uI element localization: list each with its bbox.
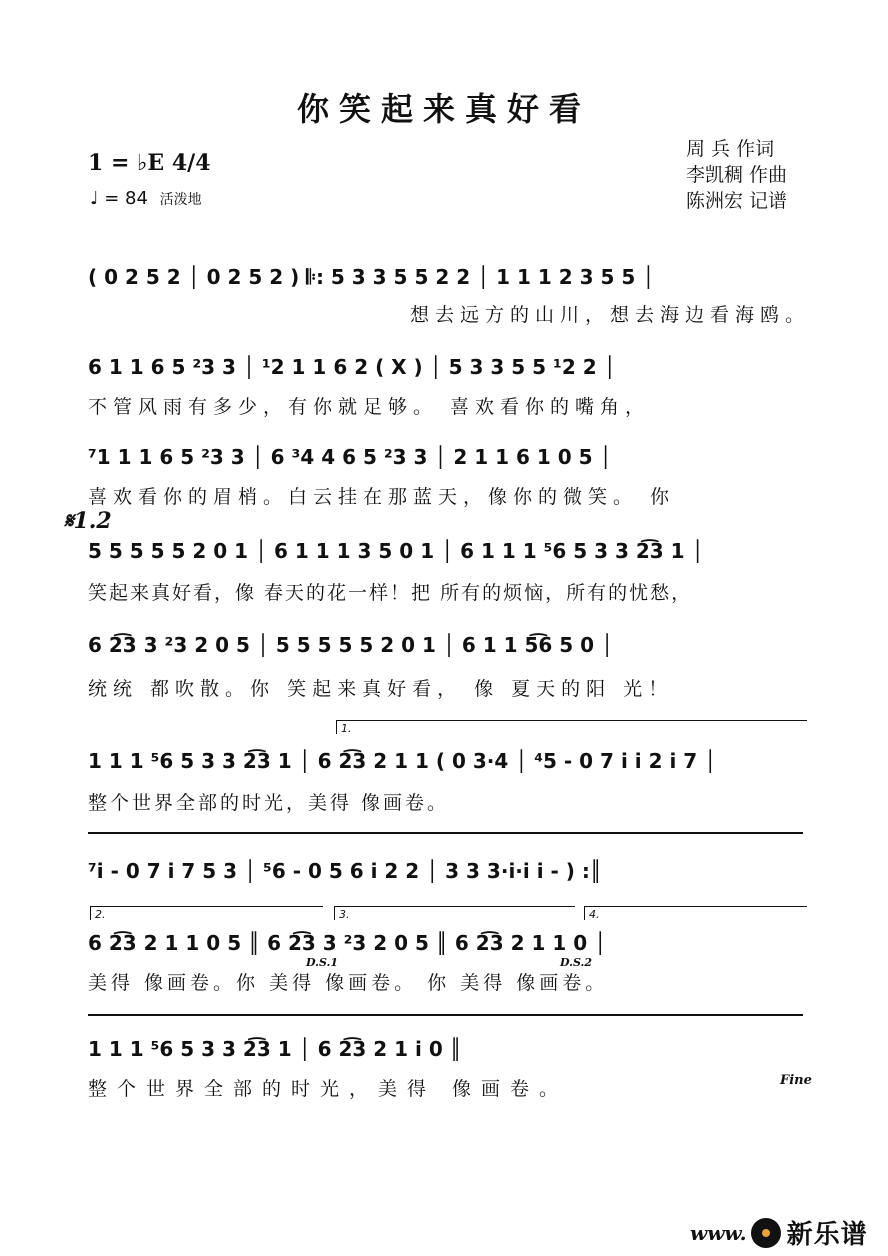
notation-line-4: 5 5 5 5 5 2 0 1 │ 6 1 1 1 3 5 0 1 │ 6 1 1 1 ⁵6 5 3 3 2͡3 1 │ [88, 539, 704, 563]
notation-line-2: 6 1 1 6 5 ²3 3 │ ¹2 1 1 6 2 ( X ) │ 5 3 3 5 5 ¹2 2 │ [88, 355, 616, 379]
footer-url: www. [690, 1220, 747, 1245]
lyrics-line-6: 整个世界全部的时光，美得 像画卷。 [88, 792, 450, 814]
credits [686, 136, 787, 214]
fine-mark: Fine [780, 1073, 812, 1088]
ds2-mark: D.S.2 [560, 956, 593, 969]
lyrics-line-1: 想去远方的山川，想去海边看海鸥。 [410, 304, 810, 326]
footer-watermark [690, 1214, 868, 1251]
lyricist: 周 兵 作词 [686, 138, 775, 160]
volta-4: 4. [584, 906, 807, 920]
notation-line-9: 1 1 1 ⁵6 5 3 3 2͡3 1 │ 6 2͡3 2 1 i̇ 0 ║ [88, 1037, 462, 1061]
song-title: 你笑起来真好看 [296, 90, 591, 128]
volta-3: 3. [334, 906, 575, 920]
volta-2: 2. [90, 906, 323, 920]
notation-line-3: ⁷1 1 1 6 5 ²3 3 │ 6 ³4 4 6 5 ²3 3 │ 2 1 1 6 1 0 5 │ [88, 445, 612, 469]
coda-line [88, 1014, 803, 1016]
record-disc-icon [751, 1218, 781, 1248]
notation-line-1: ( 0 2 5 2 │ 0 2 5 2 ) 𝄆: 5 3 3 5 5 2 2 │ 1 1 1 2 3 5 5 │ [88, 265, 655, 289]
tempo-marking [90, 188, 202, 209]
volta-1: 1. [336, 720, 807, 734]
key-signature: 1 = ♭E 4/4 [88, 150, 211, 176]
lyrics-line-3: 喜欢看你的眉梢。白云挂在那蓝天，像你的微笑。 你 [88, 486, 676, 508]
transcriber: 陈洲宏 记谱 [686, 190, 788, 212]
expression-mark: 活泼地 [159, 192, 202, 208]
composer: 李凯稠 作曲 [686, 164, 788, 186]
footer-brand: 新乐谱 [786, 1220, 868, 1250]
tempo-mark: ♩ = 84 [90, 188, 148, 209]
segno-mark: 𝄋1.2 [64, 508, 112, 534]
lyrics-line-5: 统统 都吹散。你 笑起来真好看， 像 夏天的阳 光！ [88, 678, 674, 700]
notation-line-8: 6 2͡3 2 1 1 0 5 ║ 6 2͡3 3 ²3 2 0 5 ║ 6 2͡3 2 1 1 0 │ [88, 931, 607, 955]
ds1-mark: D.S.1 [306, 956, 339, 969]
notation-line-6: 1 1 1 ⁵6 5 3 3 2͡3 1 │ 6 2͡3 2 1 1 ( 0 3·4 │ ⁴5 - 0 7 i i 2 i 7 │ [88, 749, 717, 773]
notation-line-5: 6 2͡3 3 ²3 2 0 5 │ 5 5 5 5 5 2 0 1 │ 6 1 1 5͡6 5 0 │ [88, 633, 614, 657]
lyrics-line-8: 美得 像画卷。你 美得 像画卷。 你 美得 像画卷。 [88, 972, 609, 994]
lyrics-line-4: 笑起来真好看，像 春天的花一样！把 所有的烦恼，所有的忧愁， [88, 582, 693, 604]
lyrics-line-9: 整个世界全部的时光，美得 像画卷。 [88, 1078, 569, 1100]
volta-1-continuation-line [88, 832, 803, 834]
lyrics-line-2: 不管风雨有多少，有你就足够。 喜欢看你的嘴角， [88, 396, 651, 418]
notation-line-7: ⁷i - 0 7 i 7 5 3 │ ⁵6 - 0 5 6 i 2 2 │ 3 3 3·i·i i - ) :║ [88, 859, 602, 883]
